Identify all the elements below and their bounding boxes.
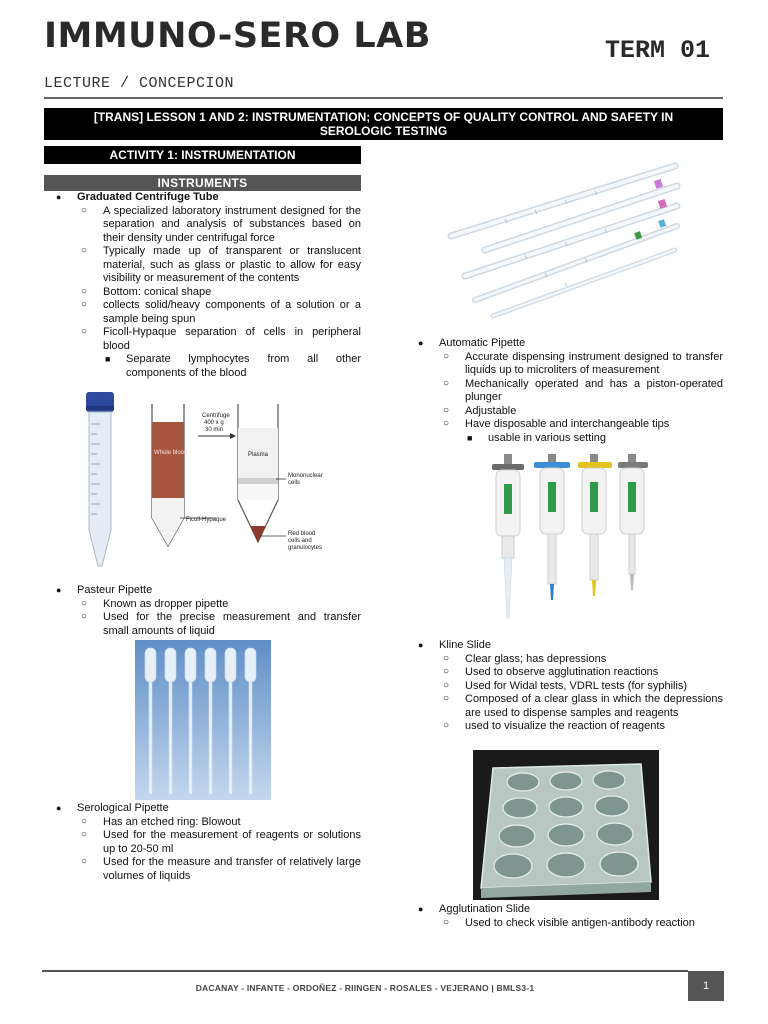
circle-bullet-icon: ○ bbox=[443, 350, 450, 362]
list-item: ● Automatic Pipette bbox=[418, 337, 526, 349]
circle-bullet-icon: ○ bbox=[81, 829, 88, 840]
term-label: TERM 01 bbox=[604, 36, 710, 65]
circle-bullet-icon: ○ bbox=[443, 652, 450, 664]
list-item: ○ Used for the measurement of reagents or solutions up to 20-50 ml bbox=[81, 829, 361, 855]
circle-bullet-icon: ○ bbox=[443, 404, 450, 416]
circle-bullet-icon: ○ bbox=[81, 285, 88, 297]
list-item: ○ Used for the precise measurement and transfer small amounts of liquid bbox=[81, 611, 361, 637]
document-title: IMMUNO-SERO LAB bbox=[44, 16, 431, 56]
ficoll-separation-diagram bbox=[140, 400, 330, 560]
list-item: ■ Separate lymphocytes from all other components of the blood bbox=[105, 353, 361, 379]
lesson-banner-line2: SEROLOGIC TESTING bbox=[319, 124, 448, 138]
page-number: 1 bbox=[688, 971, 724, 1001]
rbc-label: Red blood bbox=[288, 531, 316, 537]
centrifuge-time-label: 30 min bbox=[205, 427, 224, 433]
circle-bullet-icon: ○ bbox=[81, 856, 88, 867]
list-item: ■ usable in various setting bbox=[467, 431, 607, 444]
square-bullet-icon: ■ bbox=[467, 432, 473, 443]
circle-bullet-icon: ○ bbox=[81, 299, 88, 310]
kline-slide-image bbox=[473, 750, 659, 900]
mononuclear-cells-label: cells bbox=[288, 480, 301, 486]
circle-bullet-icon: ○ bbox=[81, 597, 88, 609]
centrifuge-speed-label: 400 x g bbox=[204, 420, 224, 426]
list-item: ● Agglutination Slide bbox=[418, 903, 531, 915]
serological-pipette-image bbox=[445, 158, 685, 333]
list-item: ● Serological Pipette bbox=[56, 802, 169, 814]
list-item: ● Pasteur Pipette bbox=[56, 584, 153, 596]
list-item: ○ Used to check visible antigen-antibody reaction bbox=[443, 916, 695, 929]
lesson-banner bbox=[44, 108, 723, 140]
circle-bullet-icon: ○ bbox=[81, 204, 88, 216]
lesson-banner-line1: [TRANS] LESSON 1 AND 2: INSTRUMENTATION; CONCEPTS OF QUALITY CONTROL AND SAFETY IN bbox=[93, 110, 674, 124]
square-bullet-icon: ■ bbox=[105, 354, 111, 364]
centrifuge-tube-image bbox=[82, 390, 122, 572]
list-item: ○ Used for Widal tests, VDRL tests (for syphilis) bbox=[443, 679, 688, 692]
bullet-icon: ● bbox=[418, 640, 424, 650]
list-item: ● Graduated Centrifuge Tube bbox=[56, 191, 219, 203]
circle-bullet-icon: ○ bbox=[81, 815, 88, 827]
header-rule bbox=[44, 97, 723, 99]
circle-bullet-icon: ○ bbox=[443, 693, 450, 704]
circle-bullet-icon: ○ bbox=[81, 611, 88, 622]
list-item: ○ A specialized laboratory instrument designed for the separation and analysis of substances based on their density under centrifugal force bbox=[81, 204, 361, 244]
whole-blood-label: Whole blood bbox=[154, 450, 188, 456]
pasteur-pipette-section bbox=[44, 584, 361, 638]
list-item: ○ collects solid/heavy components of a solution or a sample being spun bbox=[81, 299, 361, 325]
list-item: ○ Clear glass; has depressions bbox=[443, 652, 607, 665]
mononuclear-label: Mononuclear bbox=[288, 473, 323, 479]
circle-bullet-icon: ○ bbox=[443, 418, 450, 429]
circle-bullet-icon: ○ bbox=[443, 916, 450, 928]
pasteur-pipette-image bbox=[135, 640, 271, 800]
circle-bullet-icon: ○ bbox=[443, 377, 450, 389]
circle-bullet-icon: ○ bbox=[443, 679, 450, 691]
kline-slide-section bbox=[406, 639, 723, 734]
list-item: ○ Used for the measure and transfer of relatively large volumes of liquids bbox=[81, 856, 361, 882]
list-item: ○ Typically made up of transparent or translucent material, such as glass or plastic to allow for easy visibility or measurement of the contents bbox=[81, 245, 361, 284]
lecture-subtitle: LECTURE / CONCEPCION bbox=[44, 75, 235, 92]
bullet-icon: ● bbox=[56, 803, 62, 813]
centrifuge-label: Centrifuge bbox=[202, 413, 230, 419]
list-item: ○ Has an etched ring: Blowout bbox=[81, 815, 241, 828]
centrifuge-tube-section bbox=[44, 191, 361, 380]
list-item: ○ Adjustable bbox=[443, 404, 517, 417]
bullet-icon: ● bbox=[418, 904, 424, 914]
footer-authors: DACANAY - INFANTE - ORDOÑEZ - RIINGEN - ROSALES - VEJERANO | BMLS3-1 bbox=[195, 983, 535, 993]
rbc-cells-label: cells and bbox=[288, 538, 312, 544]
list-item: ○ Used to observe agglutination reactions bbox=[443, 666, 659, 678]
bullet-icon: ● bbox=[418, 338, 424, 348]
automatic-pipette-image bbox=[478, 450, 658, 635]
ficoll-label: Ficoll-Hypaque bbox=[186, 517, 227, 523]
instruments-heading: INSTRUMENTS bbox=[44, 175, 361, 191]
list-item: ● Kline Slide bbox=[418, 639, 491, 651]
footer-rule bbox=[42, 970, 688, 972]
list-item: ○ Have disposable and interchangeable tips bbox=[443, 418, 670, 430]
bullet-icon: ● bbox=[56, 192, 62, 202]
plasma-label: Plasma bbox=[248, 452, 269, 458]
circle-bullet-icon: ○ bbox=[81, 326, 88, 337]
list-item: ○ Known as dropper pipette bbox=[81, 597, 229, 610]
list-item: ○ Bottom: conical shape bbox=[81, 285, 212, 298]
agglutination-slide-section bbox=[406, 903, 723, 930]
list-item: ○ Accurate dispensing instrument designed to transfer liquids up to microliters of measurement bbox=[443, 350, 723, 376]
list-item: ○ Composed of a clear glass in which the depressions are used to dispense samples and reagents bbox=[443, 693, 723, 719]
circle-bullet-icon: ○ bbox=[443, 720, 450, 731]
rbc-granulocytes-label: granulocytes bbox=[288, 545, 323, 551]
list-item: ○ Mechanically operated and has a piston-operated plunger bbox=[443, 377, 723, 403]
activity-heading: ACTIVITY 1: INSTRUMENTATION bbox=[44, 146, 361, 164]
circle-bullet-icon: ○ bbox=[443, 666, 450, 677]
automatic-pipette-section bbox=[406, 337, 723, 445]
list-item: ○ Ficoll-Hypaque separation of cells in peripheral blood bbox=[81, 326, 361, 352]
list-item: ○ used to visualize the reaction of reagents bbox=[443, 720, 665, 732]
serological-pipette-section bbox=[44, 802, 361, 883]
bullet-icon: ● bbox=[56, 585, 62, 595]
circle-bullet-icon: ○ bbox=[81, 245, 88, 256]
